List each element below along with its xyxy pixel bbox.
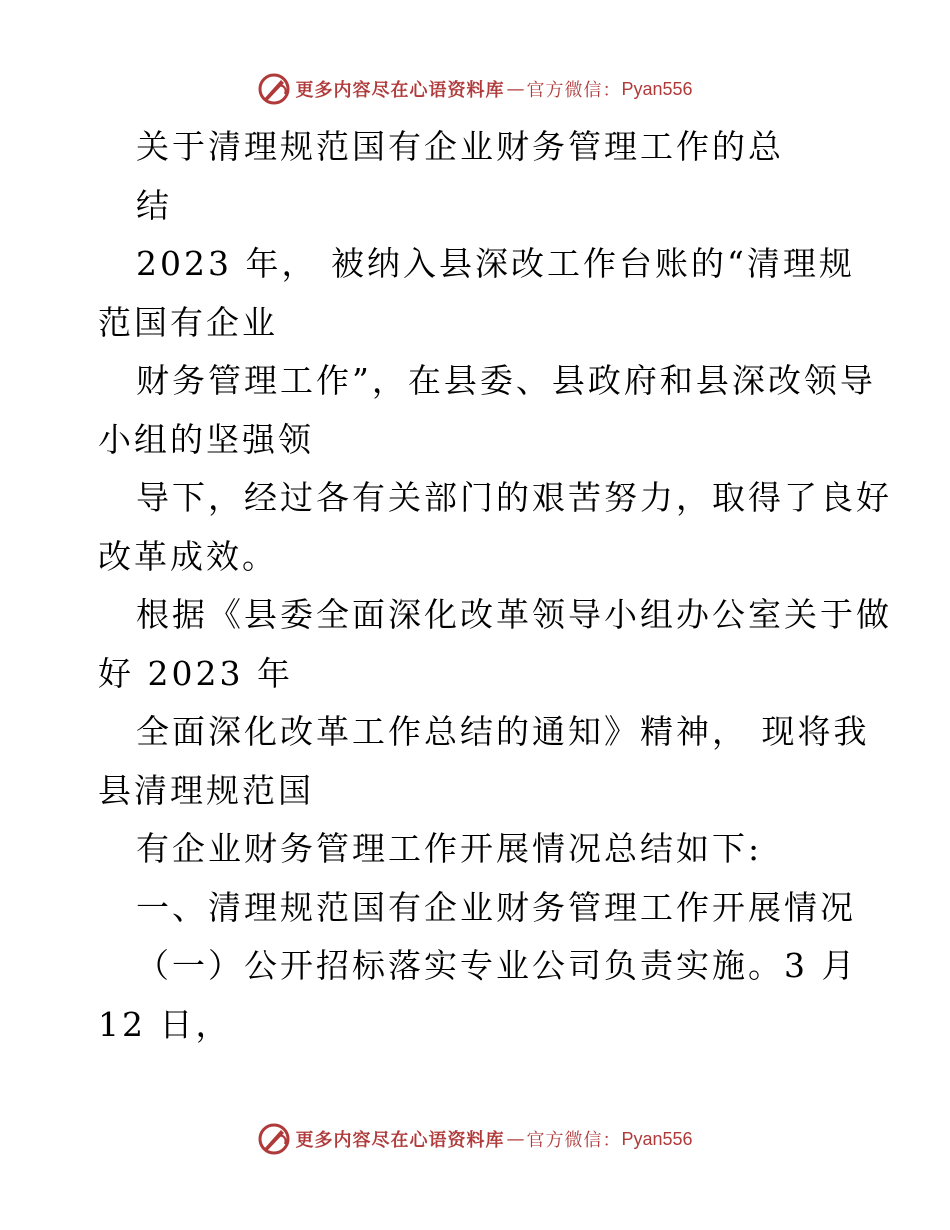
text-line: 小组的坚强领 — [98, 419, 314, 459]
text-line: 改革成效。 — [98, 536, 278, 576]
watermark-handle-label: 官方微信： — [526, 80, 622, 101]
text-line: 2023 年， 被纳入县深改工作台账的“清理规 — [136, 244, 855, 283]
footer-watermark — [0, 1122, 950, 1156]
watermark-dash: — — [506, 78, 525, 100]
watermark-handle-id: Pyan556 — [621, 1128, 693, 1149]
text-line: 12 日， — [98, 1004, 232, 1044]
text-line: 有企业财务管理工作开展情况总结如下: — [136, 829, 763, 868]
quill-logo-icon — [257, 1122, 291, 1156]
text-line: （一）公开招标落实专业公司负责实施。3 月 — [136, 946, 858, 985]
text-line: 根据《县委全面深化改革领导小组办公室关于做 — [136, 595, 892, 634]
watermark-handle-id: Pyan556 — [621, 78, 693, 99]
quill-logo-icon — [257, 72, 291, 106]
watermark-site: 更多内容尽在心语资料库 — [295, 1130, 505, 1151]
text-line: 结 — [136, 185, 172, 225]
header-watermark — [0, 72, 950, 106]
text-line: 一、清理规范国有企业财务管理工作开展情况 — [136, 887, 856, 927]
text-line: 县清理规范国 — [98, 770, 314, 810]
text-line: 关于清理规范国有企业财务管理工作的总 — [136, 127, 784, 166]
text-line: 好 2023 年 — [98, 653, 293, 693]
watermark-site: 更多内容尽在心语资料库 — [295, 80, 505, 101]
text-line: 全面深化改革工作总结的通知》精神， 现将我 — [136, 712, 870, 751]
text-line: 导下，经过各有关部门的艰苦努力，取得了良好 — [136, 478, 892, 517]
watermark-dash: — — [506, 1128, 525, 1150]
document-body — [98, 118, 892, 1054]
watermark-handle-label: 官方微信： — [526, 1130, 622, 1151]
text-line: 财务管理工作”，在县委、县政府和县深改领导 — [136, 361, 876, 400]
text-line: 范国有企业 — [98, 302, 278, 342]
